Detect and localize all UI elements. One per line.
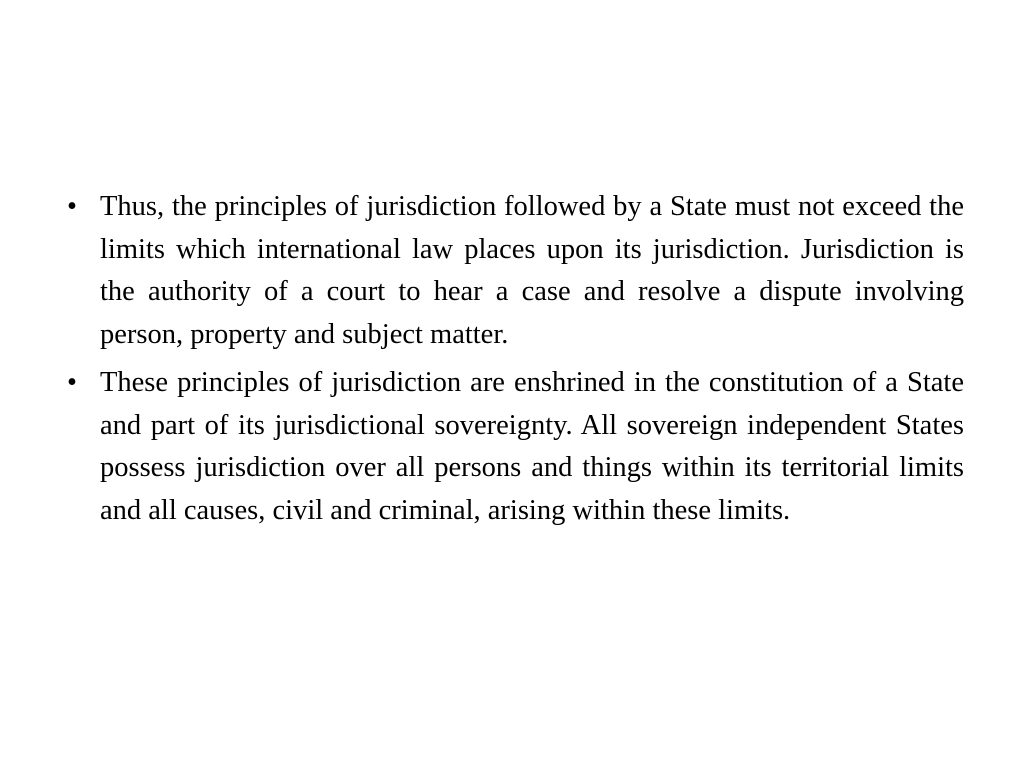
- bullet-item: [56, 186, 964, 356]
- bullet-icon: •: [67, 191, 77, 222]
- bullet-text: Thus, the principles of jurisdiction followed by a State must not exceed the limits which international law places upon its jurisdiction. Jurisdiction is the authority of a court to hear a case and resolve a dispute involving person, property and subject matter.: [100, 191, 964, 350]
- bullet-icon: •: [67, 367, 77, 398]
- bullet-list: [56, 186, 964, 538]
- bullet-item: [56, 362, 964, 532]
- bullet-text: These principles of jurisdiction are enshrined in the constitution of a State and part of its jurisdictional sovereignty. All sovereign independent States possess jurisdiction over all persons and things within its territorial limits and all causes, civil and criminal, arising within these limits.: [100, 367, 964, 526]
